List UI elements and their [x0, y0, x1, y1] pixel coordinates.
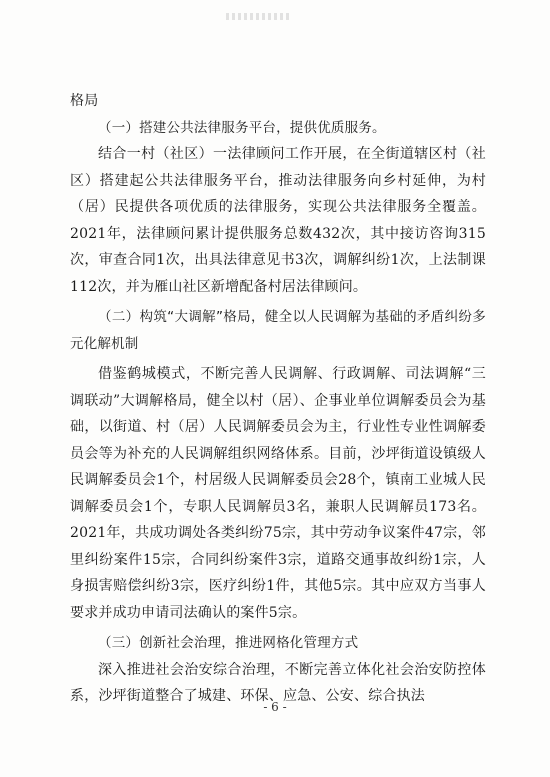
paragraph-2: 借鉴鹤城模式，不断完善人民调解、行政调解、司法调解“三调联动”大调解格局，健全以村（居）、企事业单位调解委员会为基础，以街道、村（居）人民调解委员会为主，行业性专业性调解委员会等为补充的人民调解组织网络体系。目前，沙坪街道设镇级人民调解委员会1个，村居级人民调解委员会28个，镇南工业城人民调解委员会1个，专职人民调解员3名，兼职人民调解员173名。2021年，共成功调处各类纠纷75宗，其中劳动争议案件47宗，邻里纠纷案件15宗，合同纠纷案件3宗，道路交通事故纠纷1宗，人身损害赔偿纠纷3宗，医疗纠纷1件，其他5宗。其中应双方当事人要求并成功申请司法确认的案件5宗。: [70, 366, 486, 621]
section-heading-1: （一）搭建公共法律服务平台，提供优质服务。: [98, 119, 386, 136]
page-number: - 6 -: [263, 700, 287, 714]
document-body: [70, 88, 486, 710]
paragraph-3: 深入推进社会治安综合治理，不断完善立体化社会治安防控体系，沙坪街道整合了城建、环保、应急、公安、综合执法: [70, 661, 486, 704]
paragraph-1: 结合一村（社区）一法律顾问工作开展，在全街道辖区村（社区）搭建起公共法律服务平台，推动法律服务向乡村延伸，为村（居）民提供各项优质的法律服务，实现公共法律服务全覆盖。2021年，法律顾问累计提供服务总数432次，其中接访咨询315次，审查合同1次，出具法律意见书3次，调解纠纷1次，上法制课112次，并为雁山社区新增配备村居法律顾问。: [70, 146, 486, 295]
scan-mark: [226, 13, 290, 20]
continued-text: 格局: [70, 93, 99, 109]
section-heading-2: （二）构筑“大调解”格局，健全以人民调解为基础的矛盾纠纷多元化解机制: [70, 309, 486, 352]
section-heading-3: （三）创新社会治理，推进网格化管理方式: [98, 635, 359, 651]
